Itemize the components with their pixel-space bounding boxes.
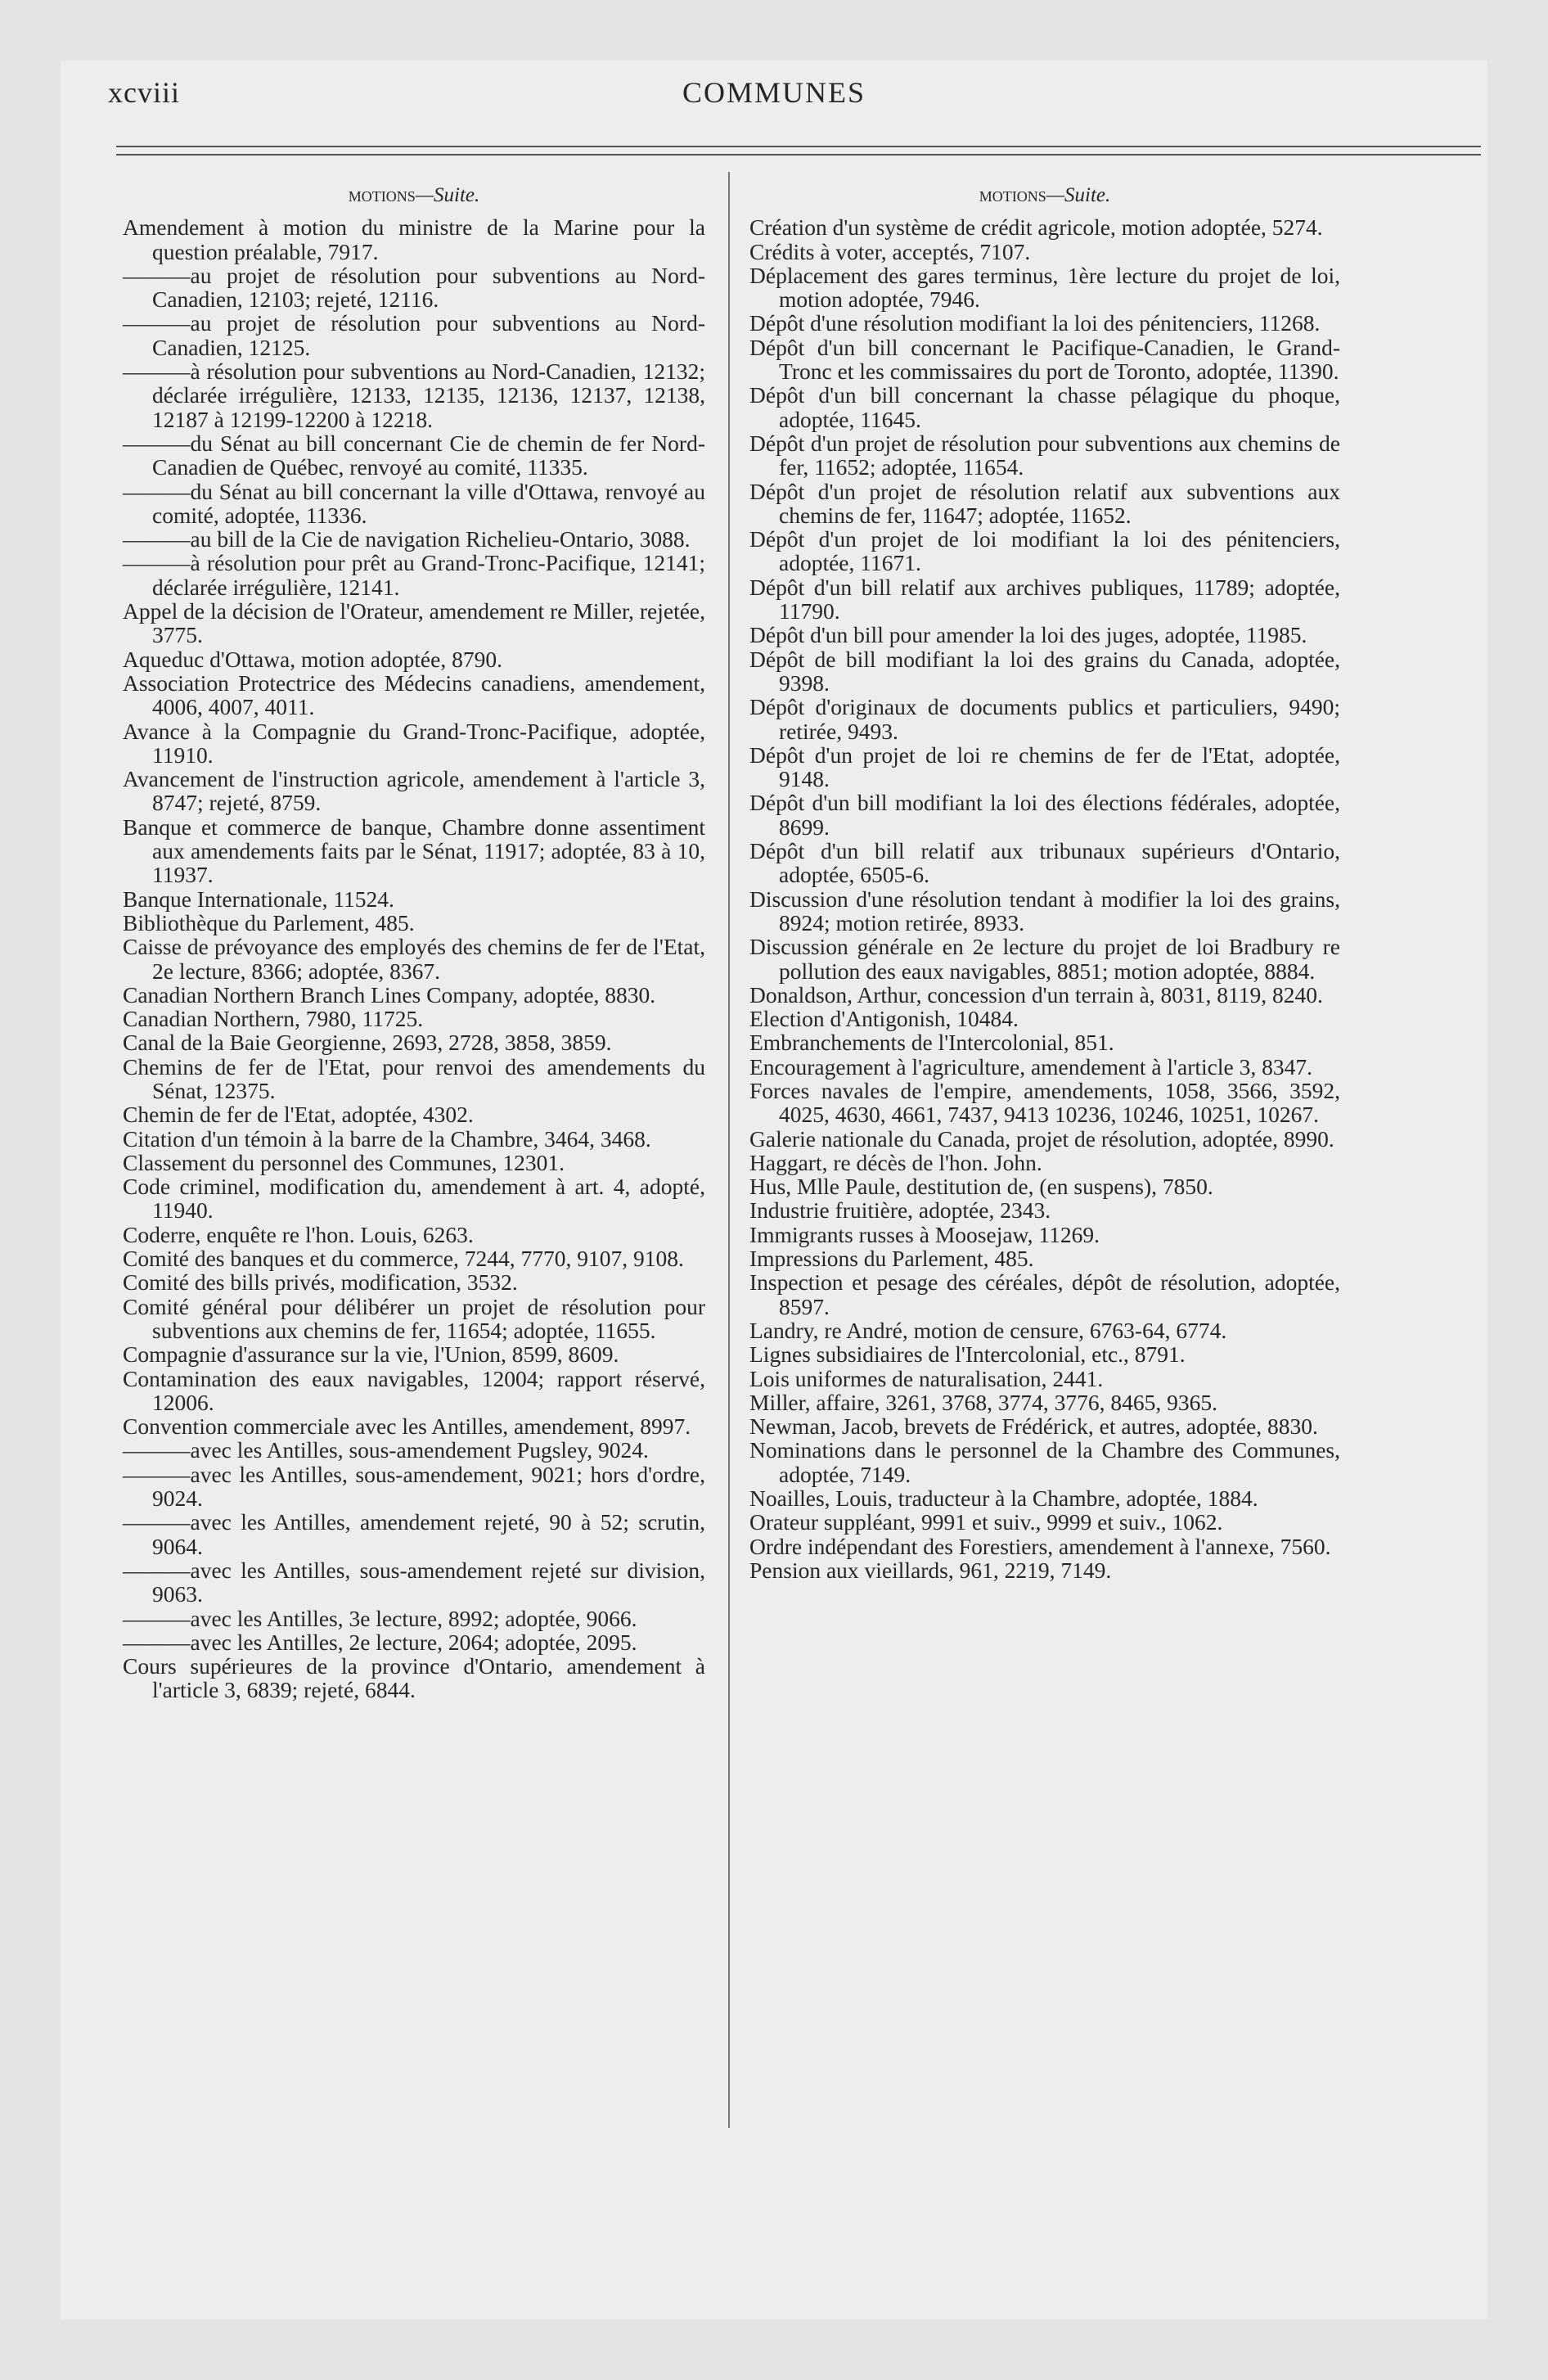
index-entry: Industrie fruitière, adoptée, 2343. bbox=[749, 1197, 1051, 1224]
index-entry: Dépôt d'originaux de documents publics et particuliers, 9490; retirée, 9493. bbox=[749, 694, 1340, 744]
index-entry: Dépôt d'un bill relatif aux archives publiques, 11789; adoptée, 11790. bbox=[749, 574, 1340, 624]
index-entry: Discussion générale en 2e lecture du projet de loi Bradbury re pollution des eaux navigables, 8851; motion adoptée, 8884. bbox=[749, 934, 1340, 984]
index-entry: Immigrants russes à Moosejaw, 11269. bbox=[749, 1221, 1100, 1247]
index-entry: Avancement de l'instruction agricole, amendement à l'article 3, 8747; rejeté, 8759. bbox=[123, 766, 705, 816]
index-entry: Nominations dans le personnel de la Chambre des Communes, adoptée, 7149. bbox=[749, 1437, 1340, 1487]
index-entry: ———avec les Antilles, sous-amendement Pugsley, 9024. bbox=[123, 1437, 649, 1463]
index-entry: Galerie nationale du Canada, projet de résolution, adoptée, 8990. bbox=[749, 1125, 1334, 1152]
index-entry: Contamination des eaux navigables, 12004; rapport réservé, 12006. bbox=[123, 1365, 705, 1415]
page-header bbox=[108, 75, 1440, 124]
index-entry: ———avec les Antilles, sous-amendement, 9021; hors d'ordre, 9024. bbox=[123, 1461, 705, 1512]
index-entry: Compagnie d'assurance sur la vie, l'Union, 8599, 8609. bbox=[123, 1341, 619, 1368]
index-entry: ———à résolution pour prêt au Grand-Tronc-Pacifique, 12141; déclarée irrégulière, 12141. bbox=[123, 550, 705, 600]
index-entry: ———avec les Antilles, sous-amendement rejeté sur division, 9063. bbox=[123, 1557, 705, 1607]
column-divider bbox=[728, 172, 730, 2128]
index-entry: Dépôt d'une résolution modifiant la loi des pénitenciers, 11268. bbox=[749, 310, 1321, 336]
index-entry: Noailles, Louis, traducteur à la Chambre, adoptée, 1884. bbox=[749, 1485, 1258, 1512]
index-entry: Embranchements de l'Intercolonial, 851. bbox=[749, 1030, 1114, 1056]
index-entry: ———à résolution pour subventions au Nord-Canadien, 12132; déclarée irrégulière, 12133, 12135, 12136, 12137, 12138, 12187 à 12199-12200 à 12218. bbox=[123, 358, 705, 432]
index-entry: Ordre indépendant des Forestiers, amendement à l'annexe, 7560. bbox=[749, 1533, 1331, 1559]
index-entry: Impressions du Parlement, 485. bbox=[749, 1246, 1034, 1272]
page-number: xcviii bbox=[108, 76, 180, 109]
index-entry: Hus, Mlle Paule, destitution de, (en suspens), 7850. bbox=[749, 1174, 1213, 1200]
index-entry: Banque Internationale, 11524. bbox=[123, 886, 394, 912]
index-entry: Citation d'un témoin à la barre de la Chambre, 3464, 3468. bbox=[123, 1125, 651, 1152]
index-entry: Lois uniformes de naturalisation, 2441. bbox=[749, 1365, 1104, 1391]
index-entry: Haggart, re décès de l'hon. John. bbox=[749, 1149, 1042, 1175]
index-entry: ———avec les Antilles, 3e lecture, 8992; adoptée, 9066. bbox=[123, 1605, 637, 1631]
index-entry: Lignes subsidiaires de l'Intercolonial, etc., 8791. bbox=[749, 1341, 1186, 1368]
left-column bbox=[123, 183, 705, 1702]
index-entry: Pension aux vieillards, 961, 2219, 7149. bbox=[749, 1557, 1112, 1583]
left-entry-list bbox=[123, 215, 705, 1702]
index-entry: Forces navales de l'empire, amendements, 1058, 3566, 3592, 4025, 4630, 4661, 7437, 9413 10236, 10246, 10251, 10267. bbox=[749, 1077, 1340, 1128]
index-entry: Newman, Jacob, brevets de Frédérick, et autres, adoptée, 8830. bbox=[749, 1413, 1318, 1440]
index-entry: Dépôt d'un bill modifiant la loi des élections fédérales, adoptée, 8699. bbox=[749, 790, 1340, 840]
index-entry: Dépôt de bill modifiant la loi des grains du Canada, adoptée, 9398. bbox=[749, 646, 1340, 696]
index-entry: Appel de la décision de l'Orateur, amendement re Miller, rejetée, 3775. bbox=[123, 598, 705, 648]
index-entry: Comité général pour délibérer un projet de résolution pour subventions aux chemins de fer, 11654; adoptée, 11655. bbox=[123, 1293, 705, 1343]
index-entry: Comité des bills privés, modification, 3532. bbox=[123, 1269, 518, 1296]
index-entry: Caisse de prévoyance des employés des chemins de fer de l'Etat, 2e lecture, 8366; adoptée, 8367. bbox=[123, 934, 705, 984]
index-entry: Dépôt d'un projet de résolution relatif aux subventions aux chemins de fer, 11647; adoptée, 11652. bbox=[749, 478, 1340, 528]
heading-suite: —Suite. bbox=[415, 184, 480, 206]
header-rule-bottom bbox=[116, 154, 1481, 156]
heading-label: motions bbox=[979, 184, 1046, 206]
index-entry: ———du Sénat au bill concernant la ville d'Ottawa, renvoyé au comité, adoptée, 11336. bbox=[123, 478, 705, 528]
index-entry: Dépôt d'un bill pour amender la loi des juges, adoptée, 11985. bbox=[749, 622, 1307, 648]
index-entry: Association Protectrice des Médecins canadiens, amendement, 4006, 4007, 4011. bbox=[123, 669, 705, 720]
index-entry: Coderre, enquête re l'hon. Louis, 6263. bbox=[123, 1221, 474, 1247]
index-entry: Comité des banques et du commerce, 7244, 7770, 9107, 9108. bbox=[123, 1246, 684, 1272]
index-entry: Banque et commerce de banque, Chambre donne assentiment aux amendements faits par le Sénat, 11917; adoptée, 83 à 10, 11937. bbox=[123, 814, 705, 888]
index-entry: ———au projet de résolution pour subventions au Nord-Canadien, 12103; rejeté, 12116. bbox=[123, 262, 705, 313]
index-entry: Orateur suppléant, 9991 et suiv., 9999 et suiv., 1062. bbox=[749, 1509, 1223, 1535]
index-entry: Canadian Northern Branch Lines Company, adoptée, 8830. bbox=[123, 981, 656, 1007]
index-entry: Bibliothèque du Parlement, 485. bbox=[123, 909, 415, 935]
right-column-heading bbox=[749, 183, 1340, 207]
index-entry: Chemins de fer de l'Etat, pour renvoi des amendements du Sénat, 12375. bbox=[123, 1053, 705, 1103]
index-entry: Convention commerciale avec les Antilles, amendement, 8997. bbox=[123, 1413, 691, 1440]
index-entry: Canal de la Baie Georgienne, 2693, 2728, 3858, 3859. bbox=[123, 1030, 612, 1056]
index-entry: Discussion d'une résolution tendant à modifier la loi des grains, 8924; motion retirée, 8933. bbox=[749, 886, 1340, 935]
index-entry: ———avec les Antilles, 2e lecture, 2064; adoptée, 2095. bbox=[123, 1629, 637, 1655]
index-entry: Amendement à motion du ministre de la Marine pour la question préalable, 7917. bbox=[123, 214, 705, 264]
heading-suite: —Suite. bbox=[1046, 184, 1111, 206]
index-entry: Election d'Antigonish, 10484. bbox=[749, 1006, 1019, 1032]
left-column-heading bbox=[123, 183, 705, 207]
right-column bbox=[749, 183, 1340, 1582]
index-entry: Création d'un système de crédit agricole, motion adoptée, 5274. bbox=[749, 214, 1323, 241]
index-entry: Miller, affaire, 3261, 3768, 3774, 3776, 8465, 9365. bbox=[749, 1389, 1217, 1415]
index-entry: ———avec les Antilles, amendement rejeté, 90 à 52; scrutin, 9064. bbox=[123, 1509, 705, 1559]
index-entry: ———au projet de résolution pour subventions au Nord-Canadien, 12125. bbox=[123, 310, 705, 360]
index-entry: Dépôt d'un bill relatif aux tribunaux supérieurs d'Ontario, adoptée, 6505-6. bbox=[749, 838, 1340, 888]
index-entry: Chemin de fer de l'Etat, adoptée, 4302. bbox=[123, 1102, 474, 1128]
index-entry: Aqueduc d'Ottawa, motion adoptée, 8790. bbox=[123, 646, 502, 672]
index-entry: Dépôt d'un projet de loi re chemins de fer de l'Etat, adoptée, 9148. bbox=[749, 741, 1340, 792]
index-entry: Code criminel, modification du, amendement à art. 4, adopté, 11940. bbox=[123, 1174, 705, 1224]
index-entry: Inspection et pesage des céréales, dépôt de résolution, adoptée, 8597. bbox=[749, 1269, 1340, 1319]
index-entry: Dépôt d'un bill concernant le Pacifique-Canadien, le Grand-Tronc et les commissaires du port de Toronto, adoptée, 11390. bbox=[749, 334, 1340, 385]
index-entry: ———du Sénat au bill concernant Cie de chemin de fer Nord-Canadien de Québec, renvoyé au comité, 11335. bbox=[123, 430, 705, 480]
header-rule-top bbox=[116, 146, 1481, 147]
index-entry: ———au bill de la Cie de navigation Richelieu-Ontario, 3088. bbox=[123, 526, 691, 552]
index-entry: Dépôt d'un projet de loi modifiant la loi des pénitenciers, adoptée, 11671. bbox=[749, 526, 1340, 576]
index-entry: Canadian Northern, 7980, 11725. bbox=[123, 1006, 424, 1032]
index-entry: Classement du personnel des Communes, 12301. bbox=[123, 1149, 565, 1175]
index-entry: Avance à la Compagnie du Grand-Tronc-Pacifique, adoptée, 11910. bbox=[123, 718, 705, 768]
heading-label: motions bbox=[348, 184, 416, 206]
index-entry: Dépôt d'un bill concernant la chasse pélagique du phoque, adoptée, 11645. bbox=[749, 382, 1340, 432]
right-entry-list bbox=[749, 215, 1340, 1582]
index-entry: Crédits à voter, acceptés, 7107. bbox=[749, 238, 1031, 264]
index-entry: Cours supérieures de la province d'Ontario, amendement à l'article 3, 6839; rejeté, 6844. bbox=[123, 1653, 705, 1703]
index-entry: Donaldson, Arthur, concession d'un terrain à, 8031, 8119, 8240. bbox=[749, 981, 1323, 1007]
running-title: COMMUNES bbox=[682, 76, 866, 109]
index-entry: Encouragement à l'agriculture, amendement à l'article 3, 8347. bbox=[749, 1053, 1312, 1080]
index-entry: Dépôt d'un projet de résolution pour subventions aux chemins de fer, 11652; adoptée, 11654. bbox=[749, 430, 1340, 480]
index-entry: Landry, re André, motion de censure, 6763-64, 6774. bbox=[749, 1317, 1227, 1343]
index-entry: Déplacement des gares terminus, 1ère lecture du projet de loi, motion adoptée, 7946. bbox=[749, 262, 1340, 313]
